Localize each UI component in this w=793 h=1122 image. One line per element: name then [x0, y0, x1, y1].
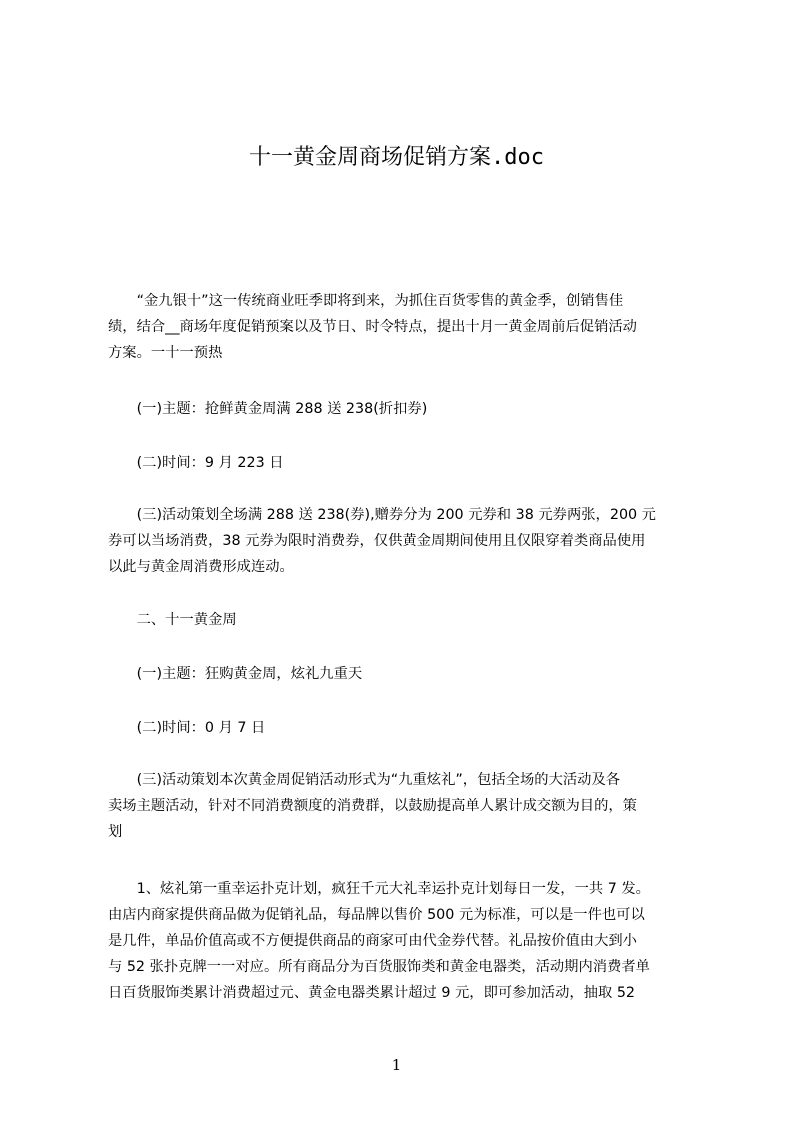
text-line: 划: [108, 824, 123, 840]
text-line: 与 52 张扑克牌一一对应。所有商品分为百货服饰类和黄金电器类，活动期内消费者单: [108, 959, 650, 975]
text-line: 以此与黄金周消费形成连动。: [108, 559, 294, 575]
paragraph-intro: [108, 288, 698, 366]
document-title: 十一黄金周商场促销方案.doc: [249, 145, 544, 170]
paragraph-lucky-poker: [108, 876, 698, 1006]
paragraph-preheat-plan: [108, 502, 698, 580]
text-line: (一)主题：狂购黄金周，炫礼九重天: [108, 666, 363, 682]
text-line: “金九银十”这一传统商业旺季即将到来，为抓住百货零售的黄金季，创销售佳: [108, 293, 624, 309]
text-line: 券可以当场消费，38 元券为限时消费券，仅供黄金周期间使用且仅限穿着类商品使用: [108, 533, 646, 549]
paragraph-preheat-theme: [108, 396, 698, 422]
text-line: 二、十一黄金周: [108, 612, 237, 628]
text-line: 是几件，单品价值高或不方便提供商品的商家可由代金券代替。礼品按价值由大到小: [108, 933, 637, 949]
page-number: 1: [391, 1056, 402, 1074]
text-line: (三)活动策划全场满 288 送 238(券),赠券分为 200 元券和 38 元券两张，200 元: [108, 507, 656, 523]
text-line: (二)时间：0 月 7 日: [108, 720, 266, 736]
text-line: (二)时间：9 月 223 日: [108, 455, 284, 471]
section-heading-golden-week: [108, 607, 698, 633]
paragraph-golden-week-theme: [108, 661, 698, 687]
text-line: 绩，结合__商场年度促销预案以及节日、时令特点，提出十月一黄金周前后促销活动: [108, 319, 637, 335]
paragraph-preheat-time: [108, 450, 698, 476]
text-line: 日百货服饰类累计消费超过元、黄金电器类累计超过 9 元，即可参加活动，抽取 52: [108, 985, 636, 1001]
text-line: (一)主题：抢鲜黄金周满 288 送 238(折扣券): [108, 401, 428, 417]
text-line: 卖场主题活动，针对不同消费额度的消费群，以鼓励提高单人累计成交额为目的，策: [108, 798, 637, 814]
text-line: (三)活动策划本次黄金周促销活动形式为“九重炫礼”，包括全场的大活动及各: [108, 772, 621, 788]
text-line: 方案。一十一预热: [108, 345, 223, 361]
text-line: 由店内商家提供商品做为促销礼品，每品牌以售价 500 元为标准，可以是一件也可以: [108, 907, 645, 923]
paragraph-golden-week-time: [108, 715, 698, 741]
text-line: 1、炫礼第一重幸运扑克计划，疯狂千元大礼幸运扑克计划每日一发，一共 7 发。: [108, 881, 650, 897]
paragraph-golden-week-plan: [108, 767, 698, 845]
